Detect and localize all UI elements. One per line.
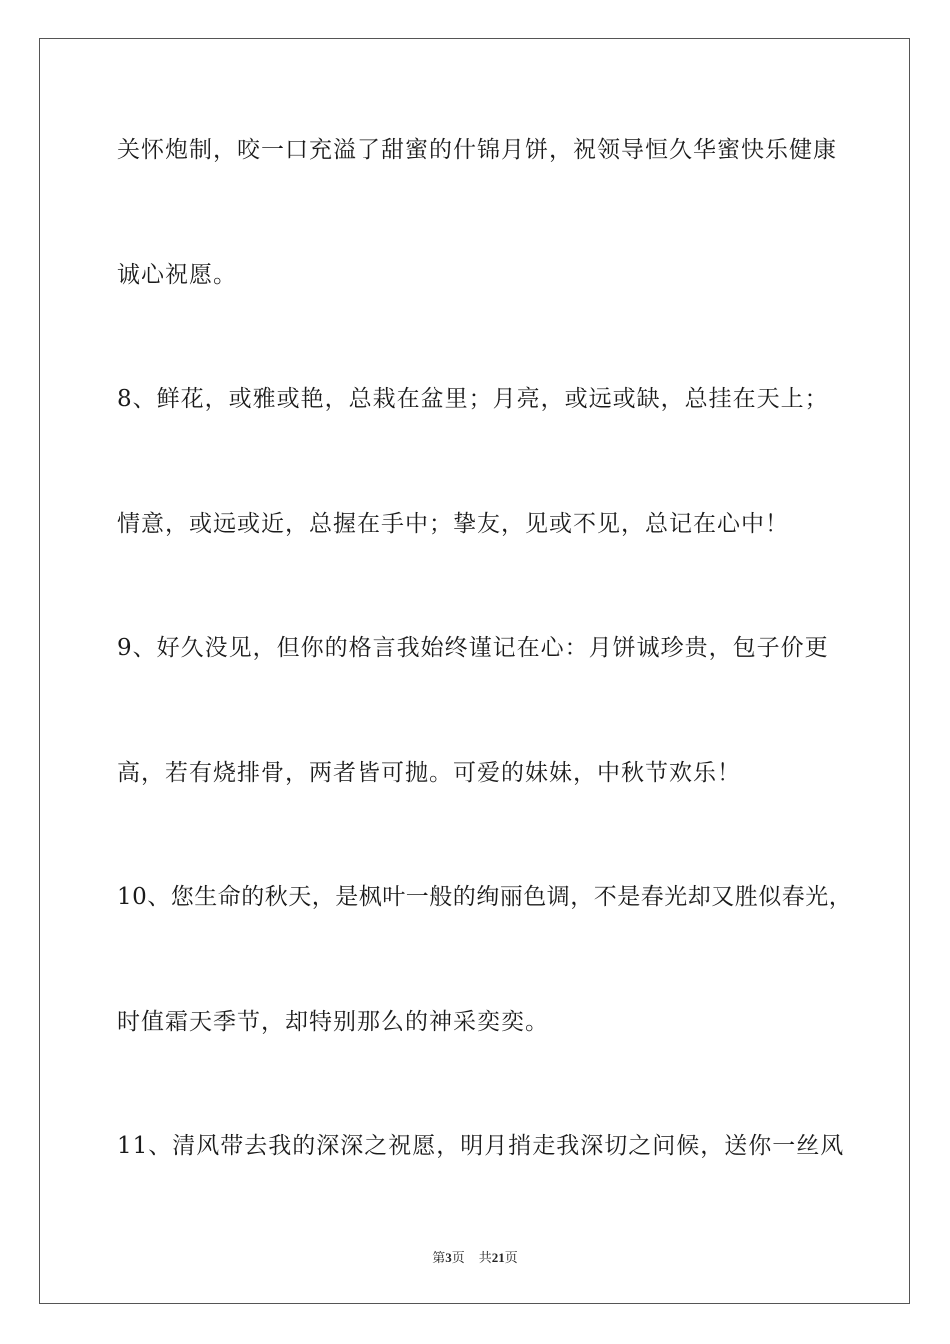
page-frame (39, 38, 910, 1304)
text-line-6: 高，若有烧排骨，两者皆可抛。可爱的妹妹，中秋节欢乐！ (117, 760, 741, 786)
text-line-1: 关怀炮制，咬一口充溢了甜蜜的什锦月饼，祝领导恒久华蜜快乐健康 (117, 137, 837, 163)
page-suffix: 页 (451, 1250, 465, 1265)
page-prefix: 第 (432, 1250, 446, 1265)
total-pages: 21 (491, 1250, 505, 1265)
text-line-2: 诚心祝愿。 (117, 262, 237, 288)
text-line-7: 10、您生命的秋天，是枫叶一般的绚丽色调，不是春光却又胜似春光， (117, 884, 853, 910)
page-footer (0, 1247, 950, 1266)
text-line-8: 时值霜天季节，却特别那么的神采奕奕。 (117, 1009, 549, 1035)
text-line-3: 8、鲜花，或雅或艳，总栽在盆里；月亮，或远或缺，总挂在天上； (117, 386, 829, 412)
text-line-5: 9、好久没见，但你的格言我始终谨记在心：月饼诚珍贵，包子价更 (117, 635, 829, 661)
text-line-9: 11、清风带去我的深深之祝愿，明月捎走我深切之问候，送你一丝风 (117, 1133, 845, 1159)
total-prefix: 共 (478, 1250, 492, 1265)
page-number: 3 (445, 1250, 452, 1265)
text-line-4: 情意，或远或近，总握在手中；挚友，见或不见，总记在心中！ (117, 511, 789, 537)
total-suffix: 页 (504, 1250, 518, 1265)
